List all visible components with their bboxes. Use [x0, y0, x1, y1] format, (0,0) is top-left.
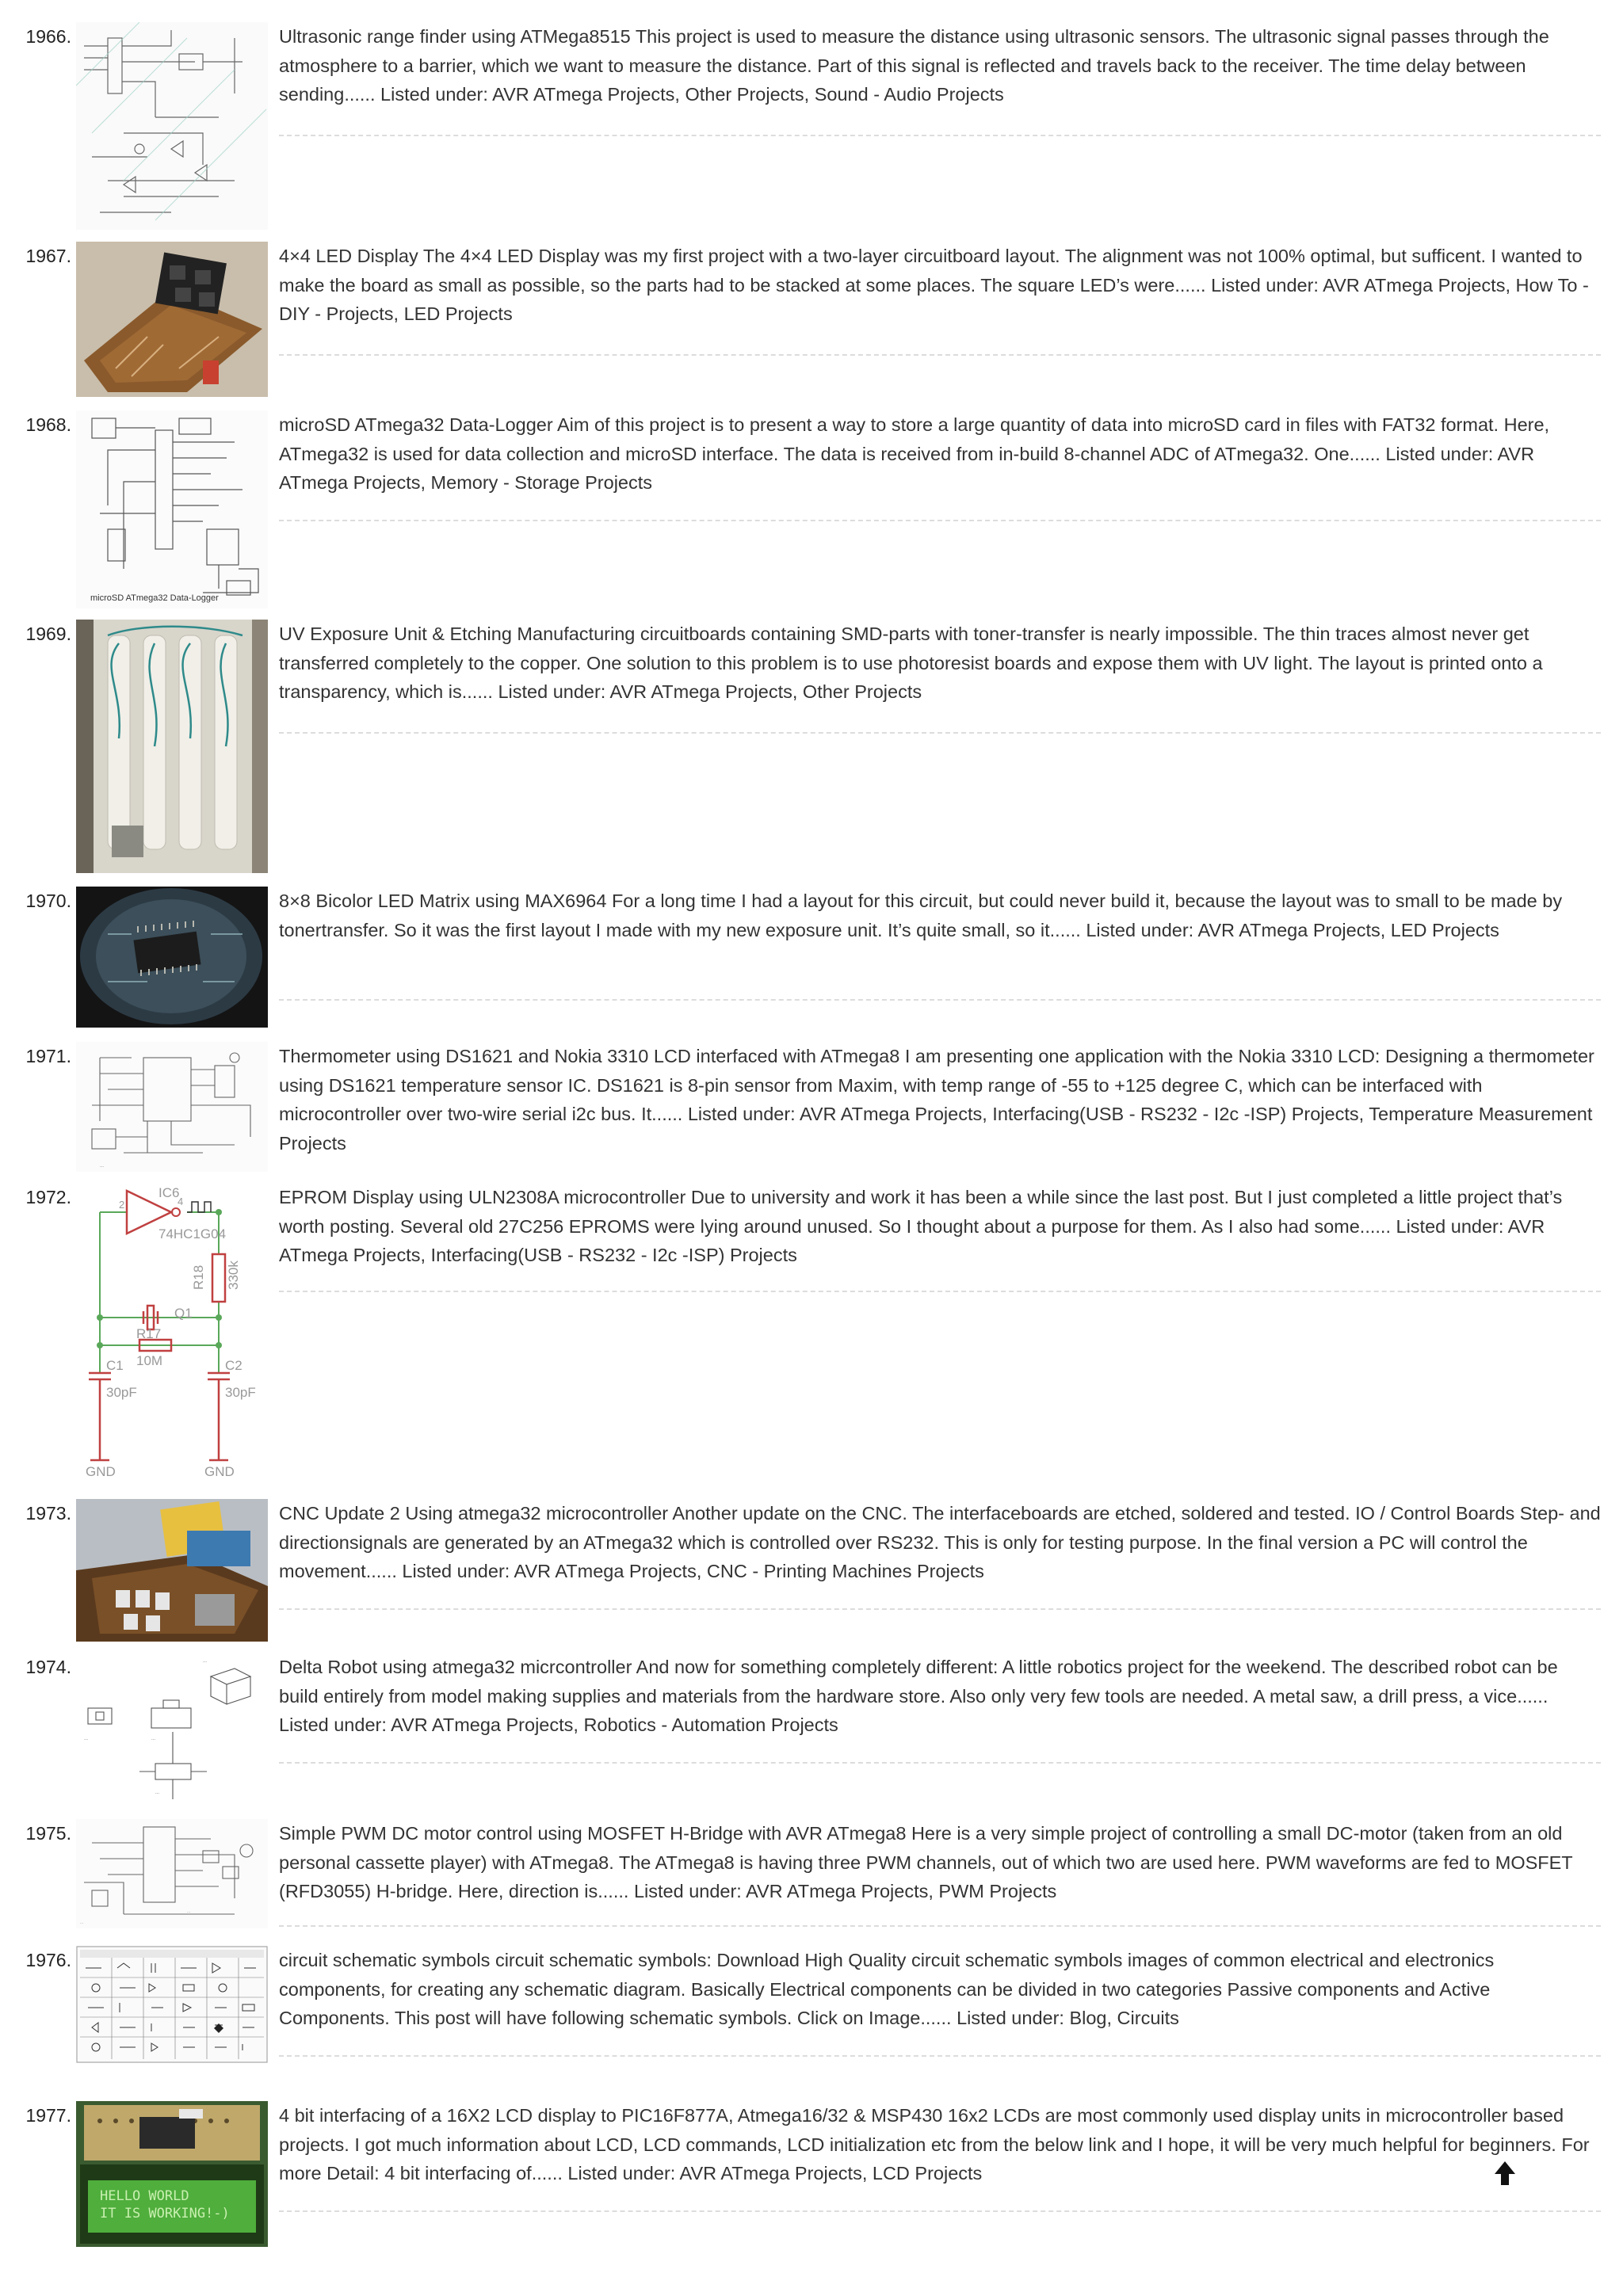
entry-number: 1972. [25, 1187, 71, 1207]
entry-title-link[interactable]: CNC Update 2 Using atmega32 microcontroller [279, 1503, 669, 1524]
divider [279, 354, 1601, 356]
uv-unit-photo-thumbnail[interactable] [76, 620, 268, 873]
entry-categories: Listed under: AVR ATmega Projects, Interfacing(USB - RS232 - I2c -ISP) Projects [279, 1215, 1545, 1265]
entry-summary: I am presenting one application with the Nokia 3310 LCD: Designing a thermometer using DS1621 temperature sensor IC. DS1621 is 8-pin sensor from Maxim, with temp range of -55 to +125 degree C, which can be interfaced with microcontroller over two-wire serial i2c bus. It...... [279, 1046, 1594, 1124]
entry-summary: Here is a very simple project of controlling a small DC-motor (taken from an old personal cassette player) with ATmega8. The ATmega8 is having three PWM channels, out of which two are used here. PWM waveforms are fed to MOSFET (RFD3055) H-bridge. Here, direction is...... [279, 1823, 1573, 1901]
divider [279, 1291, 1601, 1292]
entry-number: 1967. [25, 246, 71, 266]
entry-description [279, 620, 1601, 707]
pcb-photo-thumbnail[interactable] [76, 242, 268, 397]
symbols-chart-thumbnail[interactable] [76, 1946, 268, 2063]
entry-description [279, 1653, 1601, 1740]
entry-summary: Another update on the CNC. The interfaceboards are etched, soldered and tested. IO / Control Boards Step- and directionsignals are generated by an ATmega32 which is controlled over RS232. This is only for testing purpose. In the final version a PC will control the movement...... [279, 1503, 1601, 1581]
entry-categories: Listed under: Blog, Circuits [957, 2008, 1179, 2028]
schematic-label-r18: R18 [191, 1264, 206, 1290]
entry-summary: And now for something completely different: A little robotics project for the weekend. The described robot can be build entirely from model making supplies and materials from the hardware store. Also only very few tools are needed. A metal saw, a drill press, a vice...... [279, 1657, 1558, 1707]
schematic-thumbnail[interactable] [76, 22, 268, 230]
entry-number: 1971. [25, 1046, 71, 1066]
entry-summary: For a long time I had a layout for this circuit, but could never build it, because the layout was to small to be made by tonertransfer. So it was the first layout I made with my new exposure unit. It’s quite small, so it...... [279, 891, 1563, 940]
thumbnail-caption: microSD ATmega32 Data-Logger [90, 593, 219, 603]
divider [279, 999, 1601, 1001]
entry-categories: Listed under: AVR ATmega Projects, LCD Projects [567, 2163, 983, 2183]
cnc-board-photo-thumbnail[interactable] [76, 1499, 268, 1642]
chip-photo-thumbnail[interactable] [76, 887, 268, 1028]
schematic-label-ic: IC6 [158, 1185, 180, 1200]
schematic-label-pin-in: 2 [119, 1199, 125, 1211]
entry-description [279, 410, 1601, 498]
schematic-label-ic-part: 74HC1G04 [158, 1226, 227, 1241]
schematic-thumbnail[interactable] [76, 1819, 268, 1928]
entry-summary: circuit schematic symbols: Download High Quality circuit schematic symbols images of common electrical and electronics components, for creating any schematic diagram. Basically Electrical components can be divided in two categories Passive components and Active Components. This post will have following schematic symbols. Click on Image...... [279, 1950, 1495, 2028]
entry-title-link[interactable]: 8×8 Bicolor LED Matrix using MAX6964 [279, 891, 607, 911]
schematic-label-c1: C1 [106, 1358, 124, 1373]
entry-number: 1969. [25, 624, 71, 644]
entry-number: 1973. [25, 1503, 71, 1524]
entry-title-link[interactable]: EPROM Display using ULN2308A microcontroller [279, 1187, 686, 1207]
entry-description [279, 1946, 1601, 2033]
divider [279, 1608, 1601, 1610]
divider [279, 732, 1601, 734]
entry-description [279, 1819, 1601, 1906]
entry-title-link[interactable]: Simple PWM DC motor control using MOSFET H-Bridge with AVR ATmega8 [279, 1823, 907, 1844]
svg-text:...: ... [203, 1659, 208, 1664]
svg-text:...: ... [80, 1920, 84, 1925]
schematic-label-r17-val: 10M [136, 1353, 163, 1368]
entry-summary: This project is used to measure the distance using ultrasonic sensors. The ultrasonic signal passes through the atmosphere to a barrier, which we want to measure the distance. Part of this signal is reflected and travels back to the receiver. The time delay between sending...... [279, 26, 1549, 105]
schematic-thumbnail[interactable] [76, 410, 268, 608]
entry-title-link[interactable]: Thermometer using DS1621 and Nokia 3310 LCD interfaced with ATmega8 [279, 1046, 900, 1066]
entry-title-link[interactable]: circuit schematic symbols [279, 1950, 491, 1970]
entry-categories: Listed under: AVR ATmega Projects, How To - DIY - Projects, LED Projects [279, 274, 1589, 324]
entry-categories: Listed under: AVR ATmega Projects, PWM Projects [633, 1881, 1057, 1901]
entry-summary: The 4×4 LED Display was my first project with a two-layer circuitboard layout. The alignment was not 100% optimal, but sufficent. I wanted to make the board as small as possible, so the parts had to be stacked at some places. The square LED’s were...... [279, 246, 1583, 296]
entry-description [279, 1183, 1601, 1270]
entry-number: 1976. [25, 1950, 71, 1970]
svg-text:...: ... [155, 1791, 160, 1795]
entry-summary: Due to university and work it has been a while since the last post. But I just completed a little project that’s worth posting. Several old 27C256 EPROMS were lying around unused. So I thought about a purpose for them. As I also had some...... [279, 1187, 1563, 1237]
entry-description [279, 22, 1601, 109]
schematic-label-q: Q1 [174, 1306, 193, 1321]
lcd-text-line-2: IT IS WORKING!-) [100, 2206, 230, 2222]
entry-summary: 16x2 LCDs are most commonly used display units in microcontroller based projects. I got much information about LCD, LCD commands, LCD initialization etc from the below link and I hope, it will be very much helpful for beginners. For more Detail: 4 bit interfacing of...... [279, 2105, 1590, 2183]
divider [279, 1925, 1601, 1927]
schematic-label-pin-out: 4 [178, 1196, 184, 1207]
entry-number: 1968. [25, 414, 71, 435]
entry-categories: Listed under: AVR ATmega Projects, Memory - Storage Projects [279, 443, 1535, 493]
entry-title-link[interactable]: microSD ATmega32 Data-Logger [279, 414, 553, 435]
lcd-text-line-1: HELLO WORLD [100, 2188, 189, 2204]
technical-drawing-thumbnail[interactable] [76, 1653, 268, 1806]
divider [279, 1762, 1601, 1764]
divider [279, 135, 1601, 136]
entry-number: 1975. [25, 1823, 71, 1844]
svg-text:...: ... [151, 1737, 156, 1741]
entry-description [279, 887, 1601, 944]
entry-title-link[interactable]: Ultrasonic range finder using ATMega8515 [279, 26, 631, 47]
entry-categories: Listed under: AVR ATmega Projects, CNC - Printing Machines Projects [402, 1561, 984, 1581]
schematic-label-gnd: GND [86, 1464, 116, 1479]
entry-title-link[interactable]: 4×4 LED Display [279, 246, 418, 266]
entry-number: 1966. [25, 26, 71, 47]
entry-title-link[interactable]: 4 bit interfacing of a 16X2 LCD display to PIC16F877A, Atmega16/32 & MSP430 [279, 2105, 943, 2126]
arrow-up-icon[interactable] [1493, 2160, 1517, 2187]
entry-categories: Listed under: AVR ATmega Projects, Other Projects, Sound - Audio Projects [380, 84, 1004, 105]
divider [279, 520, 1601, 521]
entry-number: 1974. [25, 1657, 71, 1677]
entry-number: 1977. [25, 2105, 71, 2126]
schematic-label-r17: R17 [136, 1326, 162, 1341]
lcd-photo-thumbnail[interactable] [76, 2101, 268, 2247]
entry-title-link[interactable]: Delta Robot using atmega32 micrcontroller [279, 1657, 632, 1677]
svg-text:...: ... [100, 1164, 105, 1169]
entry-description [279, 1042, 1601, 1158]
schematic-thumbnail[interactable] [76, 1042, 268, 1172]
entry-summary: Manufacturing circuitboards containing SMD-parts with toner-transfer is nearly impossible. The thin traces almost never get transferred completely to the copper. One solution to this problem is to use photoresist boards and expose them with UV light. The layout is printed onto a transparency, which is...... [279, 624, 1543, 702]
entry-description [279, 2101, 1601, 2188]
svg-text:...: ... [187, 1909, 191, 1914]
entry-categories: Listed under: AVR ATmega Projects, LED Projects [1086, 919, 1499, 940]
entry-categories: Listed under: AVR ATmega Projects, Other Projects [498, 681, 922, 702]
oscillator-schematic-thumbnail[interactable] [76, 1183, 268, 1482]
schematic-label-c1-val: 30pF [106, 1385, 137, 1400]
entry-categories: Listed under: AVR ATmega Projects, Robotics - Automation Projects [279, 1714, 838, 1735]
entry-description [279, 242, 1601, 329]
svg-text:...: ... [84, 1737, 89, 1741]
entry-number: 1970. [25, 891, 71, 911]
entry-description [279, 1499, 1601, 1586]
entry-title-link[interactable]: UV Exposure Unit & Etching [279, 624, 512, 644]
entry-summary: Aim of this project is to present a way to store a large quantity of data into microSD card in files with FAT32 format. Here, ATmega32 is used for data collection and microSD interface. The data is received from in-build 8-channel ADC of ATmega32. One...... [279, 414, 1550, 464]
divider [279, 2210, 1601, 2212]
schematic-label-gnd: GND [204, 1464, 235, 1479]
schematic-label-c2-val: 30pF [225, 1385, 256, 1400]
entry-categories: Listed under: AVR ATmega Projects, Interfacing(USB - RS232 - I2c -ISP) Projects, Temperature Measurement Projects [279, 1104, 1593, 1154]
schematic-label-r18-val: 330k [226, 1261, 241, 1290]
schematic-label-c2: C2 [225, 1358, 242, 1373]
divider [279, 2055, 1601, 2057]
